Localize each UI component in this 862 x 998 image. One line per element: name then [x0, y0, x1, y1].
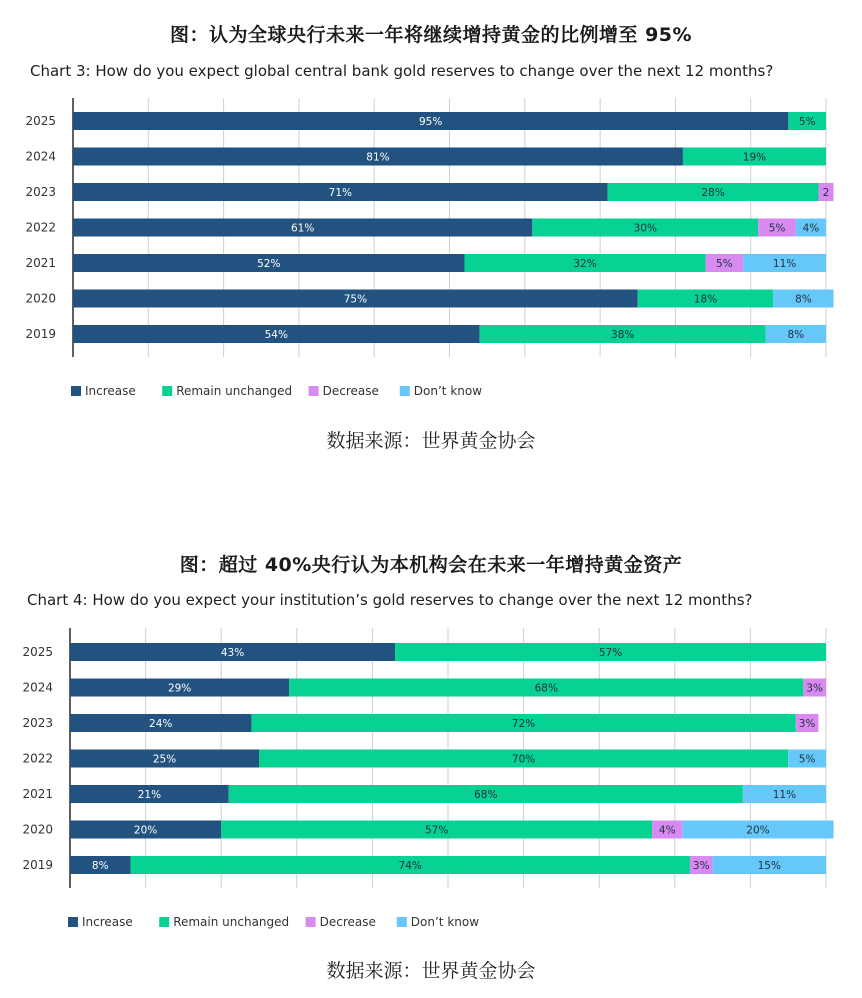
data-label: 30% [633, 222, 657, 235]
data-label: 8% [795, 293, 812, 306]
legend-swatch [400, 386, 410, 396]
chart-title: Chart 4: How do you expect your institution’s gold reserves to change over the next 12 months? [27, 591, 753, 609]
data-label: 57% [424, 824, 449, 837]
data-label: 8% [91, 860, 109, 872]
data-label: 68% [474, 789, 498, 801]
data-label: 5% [768, 222, 786, 235]
data-label: 75% [343, 293, 368, 306]
category-label: 2023 [25, 185, 56, 199]
legend-swatch [71, 386, 81, 396]
legend-label: Increase [85, 384, 136, 398]
data-label: 71% [328, 187, 352, 199]
data-label: 3% [692, 860, 710, 872]
legend-swatch [309, 386, 319, 396]
legend-swatch [68, 917, 78, 927]
data-label: 52% [257, 258, 281, 270]
chart-plot [0, 620, 862, 960]
data-label: 4% [802, 222, 820, 235]
data-label: 19% [742, 151, 767, 164]
category-label: 2024 [25, 149, 56, 164]
legend-swatch [162, 386, 172, 396]
legend-swatch [159, 917, 169, 927]
category-label: 2020 [25, 291, 56, 306]
data-label: 81% [366, 151, 390, 164]
legend-label: Remain unchanged [176, 384, 293, 398]
category-label: 2025 [25, 114, 56, 128]
data-label: 2 [822, 187, 830, 199]
category-label: 2022 [25, 220, 56, 235]
category-label: 2023 [22, 716, 53, 730]
data-label: 54% [264, 329, 288, 341]
data-label: 57% [598, 647, 623, 659]
chart-panel-4 [0, 530, 862, 998]
data-label: 3% [806, 682, 823, 695]
legend-swatch [397, 917, 407, 927]
data-label: 5% [716, 258, 733, 270]
data-label: 25% [152, 753, 177, 766]
category-label: 2021 [25, 256, 56, 270]
data-label: 24% [149, 718, 173, 730]
data-label: 8% [787, 329, 805, 341]
category-label: 2019 [25, 327, 56, 341]
legend-label: Decrease [322, 384, 379, 398]
data-label: 74% [398, 860, 422, 872]
data-label: 21% [137, 789, 162, 801]
data-label: 5% [798, 116, 816, 128]
category-label: 2020 [22, 822, 53, 837]
data-label: 20% [133, 824, 158, 837]
data-label: 29% [167, 682, 192, 695]
chart-panel-3 [0, 0, 862, 470]
data-label: 28% [701, 187, 725, 199]
data-label: 68% [534, 682, 558, 695]
category-label: 2019 [22, 858, 53, 872]
category-label: 2022 [22, 751, 53, 766]
legend-label: Decrease [319, 915, 376, 929]
category-label: 2025 [22, 645, 53, 659]
data-label: 11% [772, 789, 797, 801]
data-label: 20% [746, 824, 770, 837]
data-label: 4% [658, 824, 676, 837]
data-label: 70% [511, 753, 536, 766]
legend-swatch [306, 917, 316, 927]
legend-label: Increase [82, 915, 133, 929]
data-label: 18% [693, 293, 718, 306]
data-label: 95% [419, 116, 443, 128]
chart-plot [0, 90, 862, 430]
chart-heading: 图：认为全球央行未来一年将继续增持黄金的比例增至 95% [169, 24, 693, 46]
category-label: 2024 [22, 680, 53, 695]
data-label: 5% [798, 753, 816, 766]
data-label: 11% [772, 258, 797, 270]
chart-title: Chart 3: How do you expect global central bank gold reserves to change over the next 12 months? [30, 62, 774, 80]
chart-heading: 图：超过 40%央行认为本机构会在未来一年增持黄金资产 [179, 554, 683, 576]
legend-label: Remain unchanged [173, 915, 290, 929]
legend-label: Don’t know [410, 915, 480, 929]
data-label: 61% [290, 222, 315, 235]
data-label: 32% [573, 258, 597, 270]
data-label: 72% [511, 718, 536, 730]
category-label: 2021 [22, 787, 53, 801]
legend-label: Don’t know [413, 384, 483, 398]
data-label: 38% [611, 329, 635, 341]
chart-source: 数据来源：世界黄金协会 [326, 430, 536, 452]
data-label: 15% [757, 860, 781, 872]
chart-source: 数据来源：世界黄金协会 [326, 960, 536, 982]
data-label: 3% [798, 718, 816, 730]
data-label: 43% [220, 647, 245, 659]
